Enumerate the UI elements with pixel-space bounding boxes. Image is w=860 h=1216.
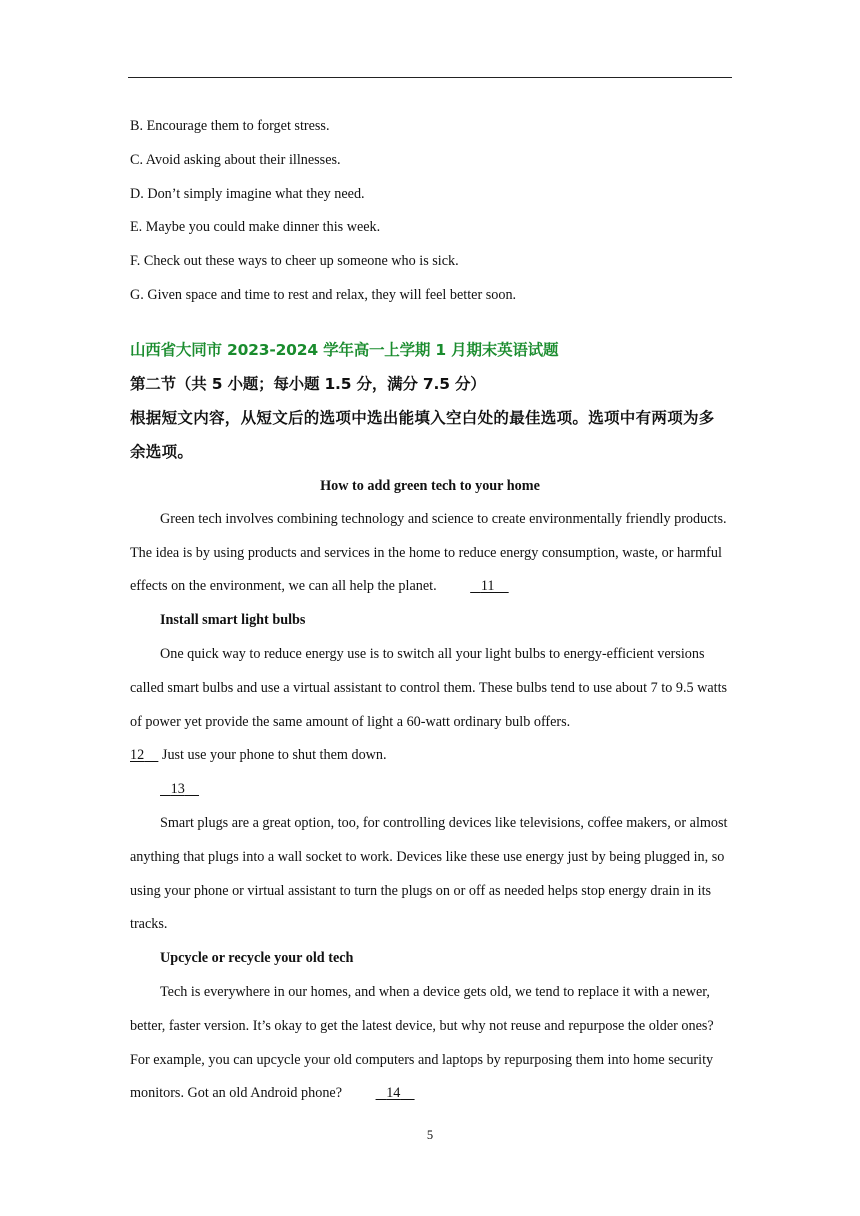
option-text: Avoid asking about their illnesses. (145, 151, 341, 168)
blank-number: 11 (480, 578, 495, 595)
instructions: 根据短文内容，从短文后的选项中选出能填入空白处的最佳选项。选项中有两项为多余选项。 (130, 408, 715, 461)
option-letter: B. (130, 118, 144, 134)
blank-number: 12 (130, 747, 145, 764)
blank-11[interactable] (440, 570, 509, 604)
option-d (130, 178, 730, 212)
option-letter: C. (130, 151, 144, 168)
source-title: 山西省大同市 2023-2024 学年高一上学期 1 月期末英语试题 (130, 340, 559, 359)
option-text: Given space and time to rest and relax, they will feel better soon. (147, 286, 517, 303)
header-rule (128, 77, 732, 78)
article-title: How to add green tech to your home (320, 477, 540, 494)
blank-12[interactable] (100, 739, 158, 773)
option-c (130, 144, 730, 178)
blank-14[interactable] (346, 1077, 415, 1111)
paragraph-upcycle (130, 976, 730, 1111)
option-text: Maybe you could make dinner this week. (145, 219, 381, 236)
subheading-smart-bulbs: Install smart light bulbs (160, 612, 306, 629)
page-content (130, 110, 730, 1111)
page-number: 5 (426, 1128, 434, 1142)
paragraph-text: Tech is everywhere in our homes, and when a device gets old, we tend to replace it with a newer, better, faster version. It’s okay to get the latest device, but why not reuse and repurpose the older ones? For example, you can upcycle your old computers and laptops by repurposing them into home security monitors. Got an old Android phone? (130, 983, 714, 1102)
subheading-upcycle: Upcycle or recycle your old tech (160, 950, 354, 967)
blank-13[interactable] (160, 773, 199, 807)
blank-number: 13 (170, 781, 185, 798)
option-letter: G. (130, 286, 144, 303)
option-e (130, 211, 730, 245)
option-text: Don’t simply imagine what they need. (147, 185, 365, 202)
option-letter: F. (130, 253, 141, 270)
option-text: Encourage them to forget stress. (146, 118, 330, 134)
option-letter: D. (130, 185, 144, 202)
blank-number: 14 (386, 1085, 401, 1102)
paragraph-text: One quick way to reduce energy use is to switch all your light bulbs to energy-efficient versions called smart bulbs and use a virtual assistant to control them. These bulbs tend to use about 7 to 9.5 watts of power yet provide the same amount of light a 60-watt ordinary bulb offers. (130, 645, 728, 730)
blank-13-line (130, 773, 730, 807)
option-g (130, 279, 730, 313)
paragraph-smart-bulbs (130, 638, 730, 773)
option-f (130, 245, 730, 279)
section-heading: 第二节（共 5 小题；每小题 1.5 分，满分 7.5 分） (130, 374, 486, 393)
option-b (130, 110, 730, 144)
paragraph-intro (130, 503, 730, 604)
paragraph-text: Just use your phone to shut them down. (161, 747, 387, 764)
option-text: Check out these ways to cheer up someone who is sick. (143, 253, 459, 270)
paragraph-smart-plugs: Smart plugs are a great option, too, for controlling devices like televisions, coffee makers, or almost anything that plugs into a wall socket to work. Devices like these use energy just by being plugged in, so using your phone or virtual assistant to turn the plugs on or off as needed helps stop energy drain in its tracks. (130, 814, 728, 933)
paragraph-text: Green tech involves combining technology and science to create environmentally friendly products. The idea is by using products and services in the home to reduce energy consumption, waste, or harmful effects on the environment, we can all help the planet. (130, 510, 727, 595)
option-letter: E. (130, 219, 143, 236)
